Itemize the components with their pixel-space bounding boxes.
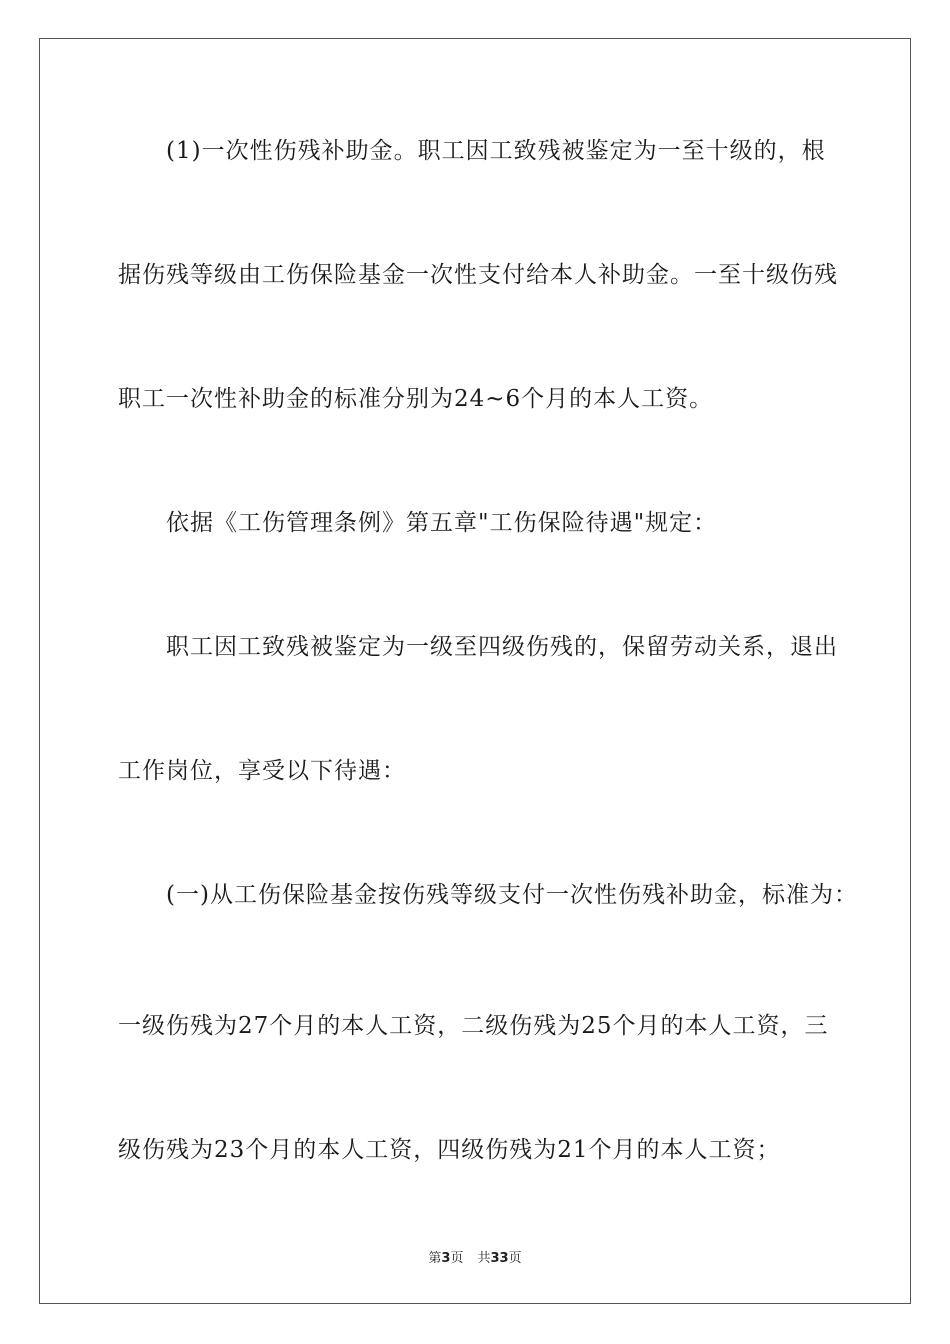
page-frame [39, 38, 911, 1304]
paragraph-line-6: 工作岗位，享受以下待遇： [118, 758, 406, 784]
paragraph-line-5: 职工因工致残被鉴定为一级至四级伤残的，保留劳动关系，退出 [166, 634, 838, 660]
paragraph-line-7: (一)从工伤保险基金按伤残等级支付一次性伤残补助金，标准为： [166, 882, 858, 908]
paragraph-line-2: 据伤残等级由工伤保险基金一次性支付给本人补助金。一至十级伤残 [118, 262, 838, 288]
footer-page-prefix: 第 [428, 1251, 442, 1266]
paragraph-line-9: 级伤残为23个月的本人工资，四级伤残为21个月的本人工资； [118, 1137, 781, 1163]
footer-total-suffix: 页 [508, 1251, 522, 1266]
footer-total-pages: 33 [490, 1251, 509, 1266]
page-footer [0, 1247, 950, 1266]
paragraph-line-8: 一级伤残为27个月的本人工资，二级伤残为25个月的本人工资，三 [118, 1013, 829, 1039]
footer-page-suffix: 页 [450, 1251, 464, 1266]
paragraph-line-4: 依据《工伤管理条例》第五章"工伤保险待遇"规定： [166, 510, 718, 536]
footer-page-number: 3 [441, 1251, 451, 1266]
footer-total-prefix: 共 [477, 1251, 491, 1266]
paragraph-line-1: (1)一次性伤残补助金。职工因工致残被鉴定为一至十级的，根 [166, 138, 826, 164]
paragraph-line-3: 职工一次性补助金的标准分别为24~6个月的本人工资。 [118, 386, 714, 412]
